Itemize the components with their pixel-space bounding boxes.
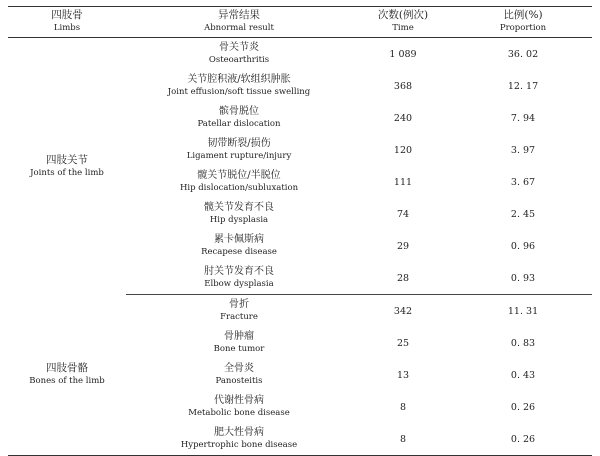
abnormal-zh: 髌骨脱位 (219, 106, 259, 117)
abnormal-cell (126, 391, 352, 423)
proportion-cell: 3. 97 (510, 144, 536, 156)
abnormal-en: Recapese disease (201, 247, 277, 257)
header-proportion (454, 7, 592, 38)
proportion-cell: 0. 83 (510, 337, 536, 349)
header-limbs-zh: 四肢骨 (51, 9, 83, 21)
time-cell: 120 (393, 144, 413, 156)
abnormal-zh: 韧带断裂/损伤 (207, 138, 271, 149)
header-abnormal-en: Abnormal result (204, 23, 274, 33)
abnormal-zh: 骨肿瘤 (224, 331, 254, 342)
proportion-cell: 11. 31 (507, 305, 539, 317)
header-limbs (8, 7, 126, 38)
time-cell: 8 (352, 423, 454, 456)
proportion-cell: 2. 45 (510, 208, 536, 220)
abnormal-results-table-container (8, 6, 592, 456)
group-label-en: Bones of the limb (29, 376, 105, 387)
abnormal-en: Metabolic bone disease (188, 408, 290, 418)
proportion-cell: 0. 96 (510, 240, 536, 252)
table-row (8, 38, 592, 71)
abnormal-en: Elbow dysplasia (204, 279, 274, 289)
header-abnormal-zh: 异常结果 (218, 9, 260, 21)
abnormal-cell (126, 327, 352, 359)
abnormal-cell (126, 166, 352, 198)
abnormal-zh: 髋关节发育不良 (204, 202, 274, 213)
abnormal-en: Hip dysplasia (209, 215, 269, 225)
time-cell: 74 (396, 208, 410, 220)
group-label-zh: 四肢关节 (46, 153, 88, 166)
proportion-cell: 3. 67 (510, 176, 536, 188)
table-row (8, 295, 592, 328)
abnormal-cell (126, 38, 352, 71)
time-cell: 28 (352, 262, 454, 295)
abnormal-cell (126, 262, 352, 295)
proportion-cell: 0. 26 (510, 401, 536, 413)
abnormal-cell (126, 198, 352, 230)
time-cell: 342 (393, 305, 413, 317)
table-header (8, 7, 592, 38)
abnormal-cell (126, 230, 352, 262)
abnormal-cell (126, 359, 352, 391)
proportion-cell: 12. 17 (507, 80, 539, 92)
header-limbs-en: Limbs (53, 23, 81, 33)
table-body (8, 38, 592, 456)
abnormal-en: Joint effusion/soft tissue swelling (167, 87, 311, 97)
proportion-cell: 0. 26 (454, 423, 592, 456)
time-cell: 8 (399, 401, 407, 413)
header-time-en: Time (392, 23, 414, 33)
abnormal-zh: 代谢性骨病 (214, 395, 264, 406)
abnormal-en: Ligament rupture/injury (186, 151, 292, 161)
header-abnormal-result (126, 7, 352, 38)
abnormal-cell (126, 134, 352, 166)
time-cell: 1 089 (389, 48, 417, 60)
abnormal-en: Hypertrophic bone disease (180, 440, 298, 450)
group-label-zh: 四肢骨骼 (46, 362, 88, 375)
abnormal-zh: 骨关节炎 (219, 42, 259, 53)
abnormal-cell (126, 295, 352, 328)
abnormal-en: Hip dislocation/subluxation (179, 183, 299, 193)
time-cell: 240 (393, 112, 413, 124)
group-label-en: Joints of the limb (30, 167, 104, 178)
proportion-cell: 36. 02 (507, 48, 539, 60)
proportion-cell: 7. 94 (510, 112, 536, 124)
time-cell: 25 (396, 337, 410, 349)
abnormal-cell (126, 102, 352, 134)
time-cell: 111 (393, 176, 413, 188)
abnormal-en: Patellar dislocation (197, 119, 281, 129)
abnormal-zh: 髋关节脱位/半脱位 (197, 170, 281, 181)
header-proportion-zh: 比例(%) (503, 9, 543, 21)
group-label-joints (8, 38, 126, 295)
abnormal-cell (126, 70, 352, 102)
abnormal-en: Osteoarthritis (208, 55, 270, 65)
group-label-bones (8, 295, 126, 456)
time-cell: 13 (396, 369, 410, 381)
abnormal-results-table (8, 6, 592, 456)
abnormal-zh: 肥大性骨病 (214, 427, 264, 438)
abnormal-zh: 全骨炎 (224, 363, 254, 374)
time-cell: 29 (396, 240, 410, 252)
abnormal-en: Bone tumor (213, 344, 265, 354)
header-time-zh: 次数(例次) (377, 9, 429, 21)
abnormal-zh: 肘关节发育不良 (204, 266, 274, 277)
abnormal-zh: 骨折 (229, 299, 249, 310)
proportion-cell: 0. 43 (510, 369, 536, 381)
abnormal-en: Panosteitis (215, 376, 263, 386)
abnormal-zh: 关节腔积液/软组织肿胀 (187, 74, 291, 85)
header-time (352, 7, 454, 38)
abnormal-zh: 累卡佩斯病 (214, 234, 264, 245)
time-cell: 368 (393, 80, 413, 92)
proportion-cell: 0. 93 (454, 262, 592, 295)
abnormal-cell (126, 423, 352, 456)
abnormal-en: Fracture (220, 312, 258, 322)
header-proportion-en: Proportion (499, 23, 547, 33)
